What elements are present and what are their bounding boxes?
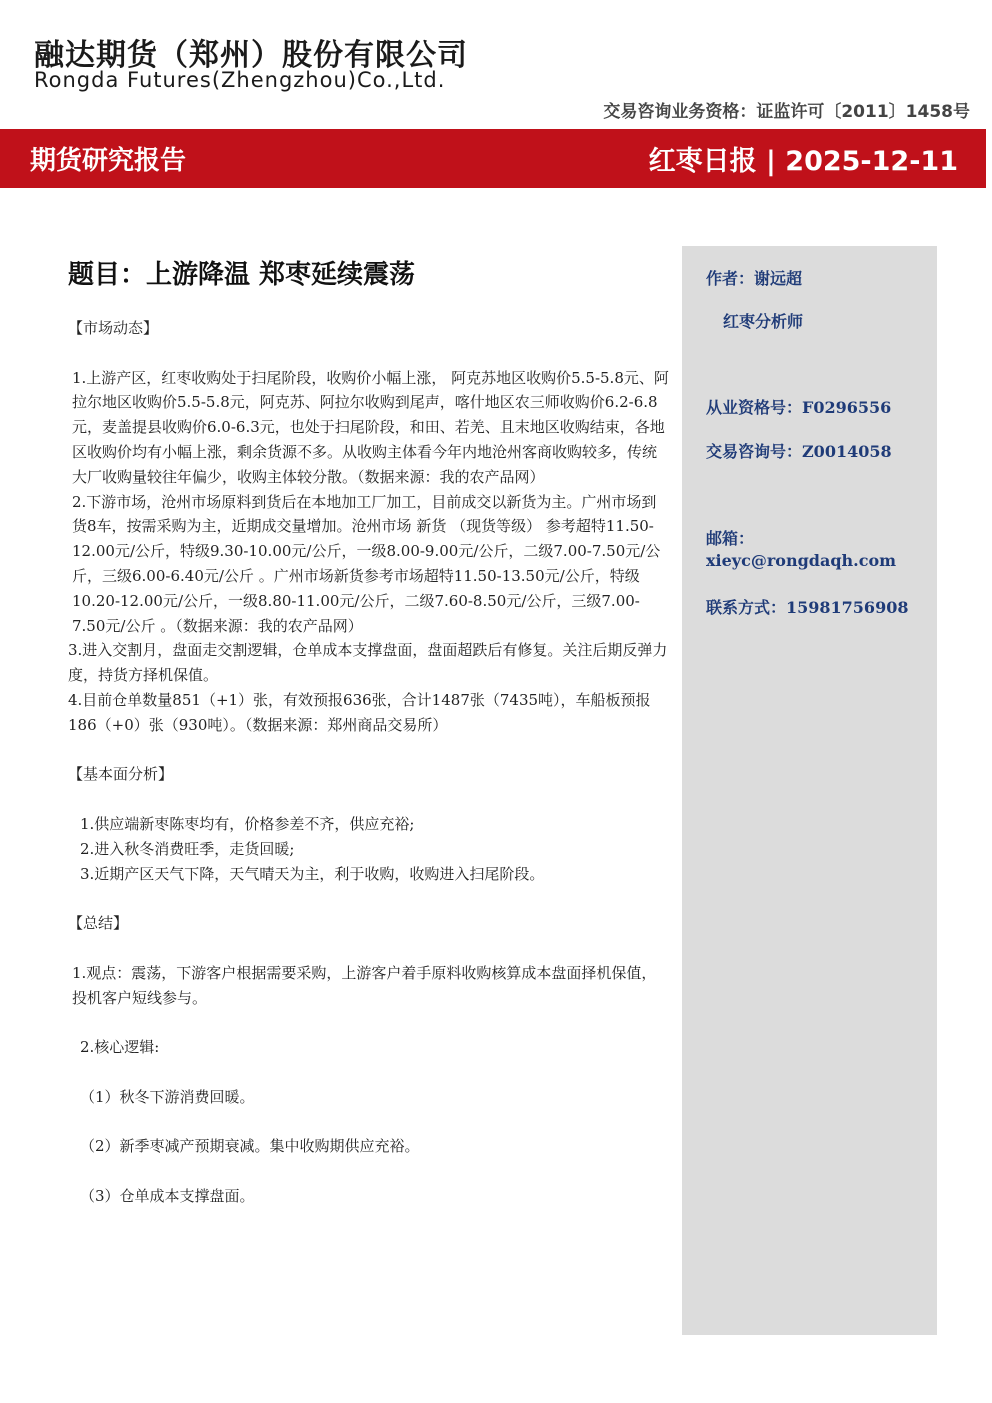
market-heading: 【市场动态】 (68, 319, 159, 337)
summary-heading: 【总结】 (68, 914, 129, 933)
email-label: 邮箱： (706, 529, 755, 548)
report-body (68, 316, 671, 1209)
market-paragraph-1: 1.上游产区，红枣收购处于扫尾阶段，收购价小幅上涨， 阿克苏地区收购价5.5-5.8元、阿拉尔地区收购价5.5-5.8元，阿克苏、阿拉尔收购到尾声，喀什地区农三师收购价6.2-6.8元，麦盖提县收购价6.0-6.3元，也处于扫尾阶段，和田、若羌、且末地区收购结束，各地区收购价均有小幅上涨，剩余货源不多。从收购主体看今年内地沧州客商收购较多，传统大厂收购量较往年偏少，收购主体较分散。（数据来源：我的农产品网） (72, 368, 669, 486)
author-name: 作者：谢远超 (706, 269, 803, 288)
fundamental-item-2: 2.进入秋冬消费旺季，走货回暖; (80, 839, 295, 858)
summary-logic-2: （2）新季枣减产预期衰减。集中收购期供应充裕。 (80, 1137, 420, 1156)
consult-number: 交易咨询号：Z0014058 (706, 442, 892, 461)
banner-report-date: 红枣日报 | 2025-12-11 (648, 146, 958, 177)
market-paragraph-2: 2.下游市场，沧州市场原料到货后在本地加工厂加工，目前成交以新货为主。广州市场到货8车，按需采购为主，近期成交量增加。沧州市场 新货 （现货等级） 参考超特11.50-12.00元/公斤，特级9.30-10.00元/公斤，一级8.00-9.00元/公斤，二级7.00-7.50元/公斤，三级6.00-6.40元/公斤 。广州市场新货参考市场超特11.50-13.50元/公斤，特级10.20-12.00元/公斤，一级8.80-11.00元/公斤，二级7.60-8.50元/公斤，三级7.00-7.50元/公斤 。（数据来源：我的农产品网） (72, 492, 661, 635)
report-title: 题目：上游降温 郑枣延续震荡 (68, 260, 416, 290)
company-name-cn: 融达期货（郑州）股份有限公司 (34, 38, 468, 73)
contact-phone: 联系方式：15981756908 (706, 598, 909, 617)
fundamental-item-1: 1.供应端新枣陈枣均有，价格参差不齐，供应充裕; (80, 814, 415, 833)
summary-logic-1: （1）秋冬下游消费回暖。 (80, 1087, 255, 1106)
summary-logic-3: （3）仓单成本支撑盘面。 (80, 1186, 255, 1205)
summary-logic-heading: 2.核心逻辑: (80, 1038, 160, 1057)
fundamental-heading: 【基本面分析】 (68, 765, 174, 784)
market-paragraph-3: 3.进入交割月，盘面走交割逻辑，仓单成本支撑盘面，盘面超跌后有修复。关注后期反弹力度，持货方择机保值。 (68, 641, 668, 685)
license-text: 交易咨询业务资格：证监许可〔2011〕1458号 (603, 102, 970, 122)
report-banner (0, 129, 986, 188)
author-role: 红枣分析师 (723, 312, 804, 331)
qualification-number: 从业资格号：F0296556 (706, 398, 892, 417)
banner-report-type: 期货研究报告 (30, 146, 187, 176)
summary-view: 1.观点：震荡，下游客户根据需要采购，上游客户着手原料收购核算成本盘面择机保值，投机客户短线参与。 (72, 963, 657, 1007)
author-sidebar (682, 246, 937, 1335)
fundamental-item-3: 3.近期产区天气下降，天气晴天为主，利于收购，收购进入扫尾阶段。 (80, 864, 545, 883)
email-address[interactable]: xieyc@rongdaqh.com (706, 551, 897, 570)
market-paragraph-4: 4.目前仓单数量851（+1）张，有效预报636张，合计1487张（7435吨），车船板预报186（+0）张（930吨）。（数据来源：郑州商品交易所） (68, 690, 651, 734)
company-name-en: Rongda Futures(Zhengzhou)Co.,Ltd. (34, 68, 446, 92)
